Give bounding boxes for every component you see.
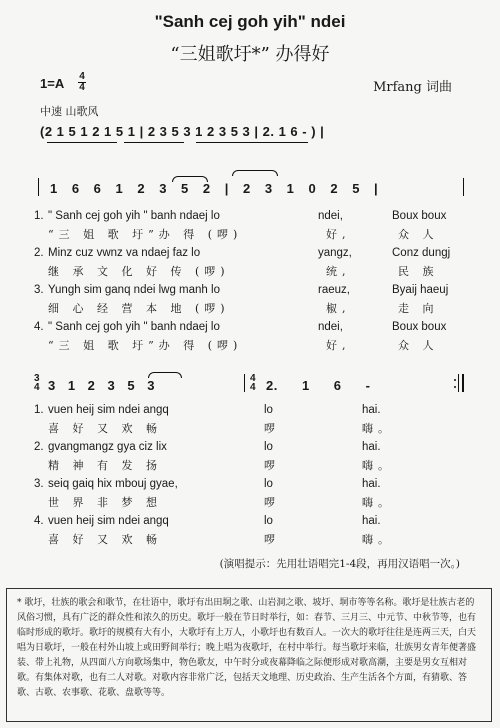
lyric-chinese: “三 姐 歌 圩”办 得 (啰) — [48, 228, 243, 241]
verse-number: 3. — [34, 284, 44, 296]
lyric-roman: " Sanh cej goh yih " banh ndaej lo — [48, 210, 220, 222]
lyric-chinese: 喜 好 又 欢 畅 — [48, 422, 162, 435]
repeat-dot — [454, 386, 456, 388]
lyric-roman: Minz cuz vwnz va ndaej faz lo — [48, 247, 201, 259]
tie — [232, 170, 278, 176]
lyric-chinese-end: 嗨。 — [362, 459, 394, 472]
time-sig-3-4 — [34, 374, 40, 392]
beam — [124, 142, 184, 143]
verse-number: 2. — [34, 441, 44, 453]
system3-notes-b: 2. 1 6 - — [266, 378, 371, 393]
lyric-roman-tail: Boux boux — [392, 321, 447, 333]
time-a-top: 3 — [34, 373, 41, 384]
performance-hint: (演唱提示：先用壮语唱完1-4段，再用汉语唱一次。) — [219, 558, 460, 570]
repeat-barline — [458, 374, 459, 392]
lyric-chinese-tail: 众 人 — [398, 339, 439, 352]
time-signature — [78, 72, 86, 93]
lyric-chinese-mid: 啰 — [264, 533, 280, 546]
system1-notes: (2 1 5 1 2 1 5 1 | 2 3 5 3 1 2 3 5 3 | 2. 1 6 - ) | — [40, 124, 325, 139]
lyric-chinese-end: 统, — [326, 265, 351, 278]
repeat-barline-thick — [462, 374, 464, 392]
lyric-chinese-end: 嗨。 — [362, 533, 394, 546]
lyric-roman-mid: lo — [264, 441, 273, 453]
title-chinese: “三姐歌圩*” 办得好 — [170, 44, 330, 65]
key-signature: 1=A — [40, 76, 65, 91]
time-a-bottom: 4 — [34, 382, 41, 393]
lyric-roman-end: hai. — [362, 478, 381, 490]
lyric-chinese-tail: 民 族 — [398, 265, 439, 278]
beam — [47, 142, 117, 143]
lyric-chinese: 精 神 有 发 扬 — [48, 459, 162, 472]
lyric-roman-end: hai. — [362, 441, 381, 453]
lyric-roman-tail: Conz dungj — [392, 247, 451, 259]
lyric-roman-mid: lo — [264, 478, 273, 490]
lyric-roman: vuen heij sim ndei angq — [48, 404, 169, 416]
lyric-roman-end: ndei, — [318, 210, 343, 222]
verse-number: 4. — [34, 515, 44, 527]
lyric-chinese-end: 好, — [326, 228, 351, 241]
lyric-roman-mid: lo — [264, 404, 273, 416]
lyric-chinese: 继 承 文 化 好 传 (啰) — [48, 265, 230, 278]
lyric-roman-end: yangz, — [318, 247, 352, 259]
footnote-box: * 歌圩，壮族的歌会和歌节，在壮语中，歌圩有出田垌之歌、山岩洞之歌、坡圩、垌市等等名称。歌圩是壮族古老的风俗习惯，具有广泛的群众性和浓久的历史。歌圩一般在节日时举行，如：春节、三月三、中元节、中秋节等，也有临时形成的歌圩。歌圩的规模有大有小，大歌圩有上万人，小歌圩也有数百人。一次大的歌圩往往是连两三天，白天唱为日歌圩，一般在村外山坡上或田野间举行；晚上唱为夜歌圩，在村中举行。每当歌圩来临，壮族男女青年便著盛装、带上礼物，从四面八方向歌场集中，物色歌友，中午时分或夜幕降临之际便形成对歌高潮，主要是男女互相对歌。有集体对歌，也有二人对歌。对歌内容非常广泛，包括天文地理、历史政治、生产生活各个方面，有猜歌、答歌、古歌、农事歌、花歌、盘歌等等。 — [6, 588, 492, 722]
lyric-roman: seiq gaiq hix mbouj gyae, — [48, 478, 178, 490]
time-bottom: 4 — [79, 82, 85, 93]
verse-number: 2. — [34, 247, 44, 259]
title-roman: "Sanh cej goh yih" ndei — [154, 12, 346, 31]
credit: Mrfang 词曲 — [373, 80, 452, 95]
lyric-chinese-end: 好, — [326, 339, 351, 352]
time-sig-4-4 — [250, 374, 256, 392]
verse-number: 1. — [34, 210, 44, 222]
lyric-chinese-tail: 众 人 — [398, 228, 439, 241]
repeat-dot — [454, 379, 456, 381]
time-b-top: 4 — [250, 373, 257, 384]
system2-notes: 1 6 6 1 2 3 5 2 | 2 3 1 0 2 5 | — [50, 181, 379, 196]
verse-number: 4. — [34, 321, 44, 333]
lyric-chinese-mid: 啰 — [264, 459, 280, 472]
lyric-roman: " Sanh cej goh yih " banh ndaej lo — [48, 321, 220, 333]
lyric-roman-end: hai. — [362, 515, 381, 527]
lyric-roman: Yungh sim ganq ndei lwg manh lo — [48, 284, 220, 296]
system3-notes-a: 3 1 2 3 5 3 — [48, 378, 155, 393]
lyric-chinese: 世 界 非 梦 想 — [48, 496, 162, 509]
time-top: 4 — [79, 71, 85, 82]
lyric-chinese-mid: 啰 — [264, 422, 280, 435]
slur — [172, 176, 208, 182]
lyric-chinese: 喜 好 又 欢 畅 — [48, 533, 162, 546]
lyric-roman-tail: Boux boux — [392, 210, 447, 222]
barline — [244, 374, 245, 392]
lyric-chinese-end: 嗨。 — [362, 422, 394, 435]
lyric-roman-end: hai. — [362, 404, 381, 416]
time-b-bottom: 4 — [250, 382, 257, 393]
beam — [196, 142, 308, 143]
tempo-marking: 中速 山歌风 — [40, 105, 99, 118]
lyric-chinese-mid: 啰 — [264, 496, 280, 509]
lyric-roman-end: ndei, — [318, 321, 343, 333]
lyric-roman: vuen heij sim ndei angq — [48, 515, 169, 527]
lyric-roman-mid: lo — [264, 515, 273, 527]
lyric-roman: gvangmangz gya ciz lix — [48, 441, 167, 453]
lyric-roman-end: raeuz, — [318, 284, 350, 296]
lyric-chinese: “三 姐 歌 圩”办 得 (啰) — [48, 339, 243, 352]
verse-number: 3. — [34, 478, 44, 490]
barline — [38, 178, 39, 196]
lyric-chinese: 细 心 经 营 本 地 (啰) — [48, 302, 230, 315]
barline — [463, 178, 464, 196]
lyric-chinese-end: 嗨。 — [362, 496, 394, 509]
slur — [148, 372, 182, 378]
verse-number: 1. — [34, 404, 44, 416]
lyric-roman-tail: Byaij haeuj — [392, 284, 449, 296]
lyric-chinese-tail: 走 向 — [398, 302, 439, 315]
lyric-chinese-end: 椒, — [326, 302, 351, 315]
